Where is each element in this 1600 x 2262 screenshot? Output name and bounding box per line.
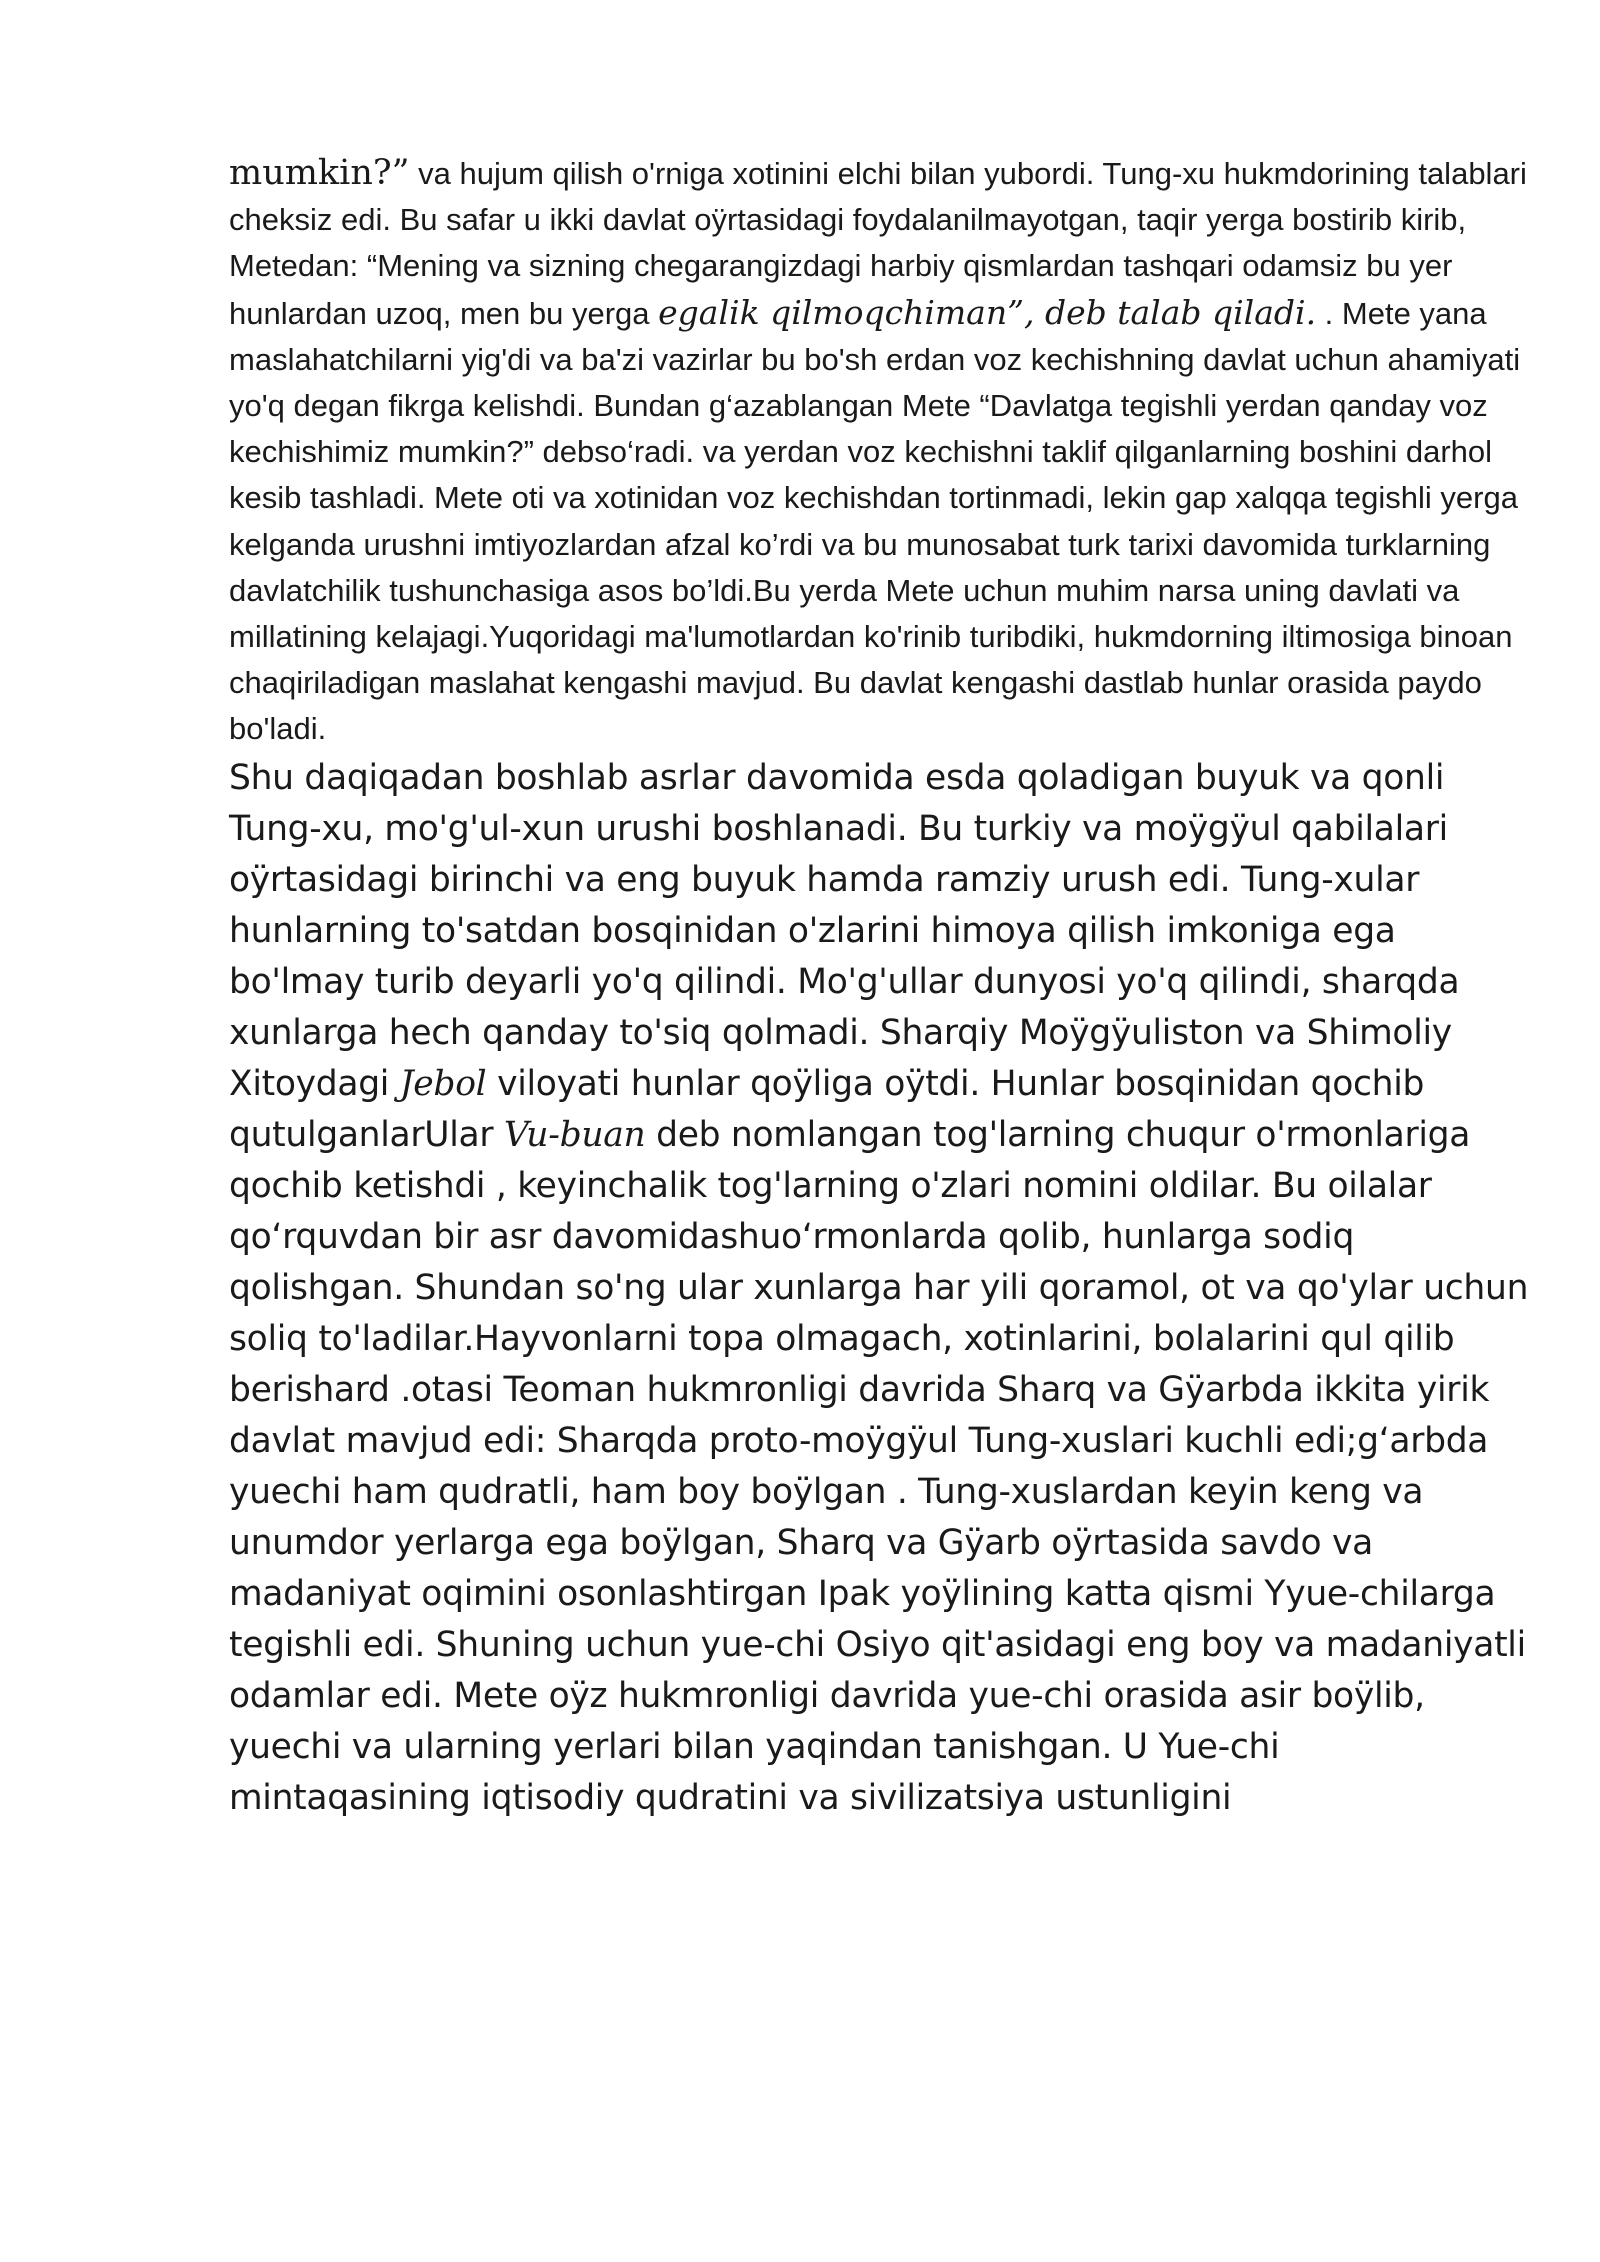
text-run: Shu daqiqadan boshlab asrlar davomida esda qoladigan buyuk va qonli Tung-xu, mo'g'ul-xun urushi boshlanadi. Bu turkiy va moÿgÿul qabilalari oÿrtasidagi birinchi va eng buyuk hamda ramziy urush edi. Tung-xular hunlarning to'satdan bosqinidan o'zlarini himoya qilish imkoniga ega bo'lmay turib deyarli yo'q qilindi. Mo'g'ullar dunyosi yo'q qilindi, sharqda xunlarga hech qanday to'siq qolmadi. Sharqiy Moÿgÿuliston va Shimoliy Xitoydagi	[229, 757, 1460, 1104]
text-run: mumkin?”	[229, 153, 410, 193]
text-run: deb nomlangan tog'larning chuqur o'rmonlariga qochib ketishdi , keyinchalik tog'larning o'zlari nomini oldilar. Bu oilalar qo‘rquvdan bir asr davomidashuo‘rmonlarda qolib, hunlarga sodiq qolishgan. Shundan so'ng ular xunlarga har yili qoramol, ot va qo'ylar uchun soliq to'ladilar.Hayvonlarni topa olmagach, xotinlarini, bolalarini qul qilib berishard .otasi Teoman hukmronligi davrida Sharq va Gÿarbda ikkita yirik	[229, 1114, 1529, 1410]
text-run: va hujum qilish o'rniga xotinini elchi bilan yubordi. Tung-xu hukmdorining talablari cheksiz edi. Bu safar u ikki davlat oÿrtasidagi foydalanilmayotgan, taqir yerga bostirib kirib, Metedan: “Mening va sizning chegarangizdagi harbiy qismlardan tashqari odamsiz bu yer hunlardan uzoq, men bu yerga	[229, 156, 1527, 331]
text-run: yuechi ham qudratli, ham boy boÿlgan . Tung-xuslardan keyin keng va unumdor yerlarga ega boÿlgan, Sharq va Gÿarb oÿrtasida savdo va madaniyat oqimini osonlashtirgan Ipak yoÿlining katta qismi Yyue-chilarga tegishli edi. Shuning uchun yue-chi Osiyo qit'asidagi eng boy va madaniyatli odamlar edi. Mete oÿz hukmronligi davrida yue-chi orasida asir boÿlib, yuechi va ularning yerlari bilan yaqindan tanishgan. U Yue-chi mintaqasining iqtisodiy qudratini va sivilizatsiya ustunligini	[229, 1471, 1526, 1818]
document-body	[229, 150, 1529, 1824]
paragraph-2	[229, 753, 1529, 1824]
paragraph-1	[229, 150, 1529, 753]
text-run: davlat mavjud edi: Sharqda proto-moÿgÿul Tung-xuslari kuchli edi;g‘arbda	[229, 1420, 1489, 1461]
text-run: . Mete yana maslahatchilarni yig'di va ba'zi vazirlar bu bo'sh erdan voz kechishning davlat uchun ahamiyati yo'q degan fikrga kelishdi. Bundan g‘azablangan Mete “Davlatga tegishli yerdan qanday voz kechishimiz mumkin?” debso‘radi. va yerdan voz kechishni taklif qilganlarning boshini darhol kesib tashladi. Mete oti va xotinidan voz kechishdan tortinmadi, lekin gap xalqqa tegishli yerga kelganda urushni imtiyozlardan afzal ko’rdi va bu munosabat turk tarixi davomida turklarning davlatchilik tushunchasiga asos bo’ldi.Bu yerda Mete uchun muhim narsa uning davlati va millatining kelajagi.Yuqoridagi ma'lumotlardan ko'rinib turibdiki, hukmdorning iltimosiga binoan chaqiriladigan maslahat kengashi mavjud. Bu davlat kengashi dastlab hunlar orasida paydo bo'ladi.	[229, 295, 1521, 747]
italic-quote: egalik qilmoqchiman”, deb talab qiladi.	[658, 292, 1317, 332]
text-run: viloyati hunlar qoÿliga oÿtdi. Hunlar bosqinidan qochib qutulganlarUlar	[229, 1063, 1425, 1155]
italic-term: Vu-buan	[503, 1114, 646, 1155]
italic-term: Jebol	[399, 1063, 487, 1104]
